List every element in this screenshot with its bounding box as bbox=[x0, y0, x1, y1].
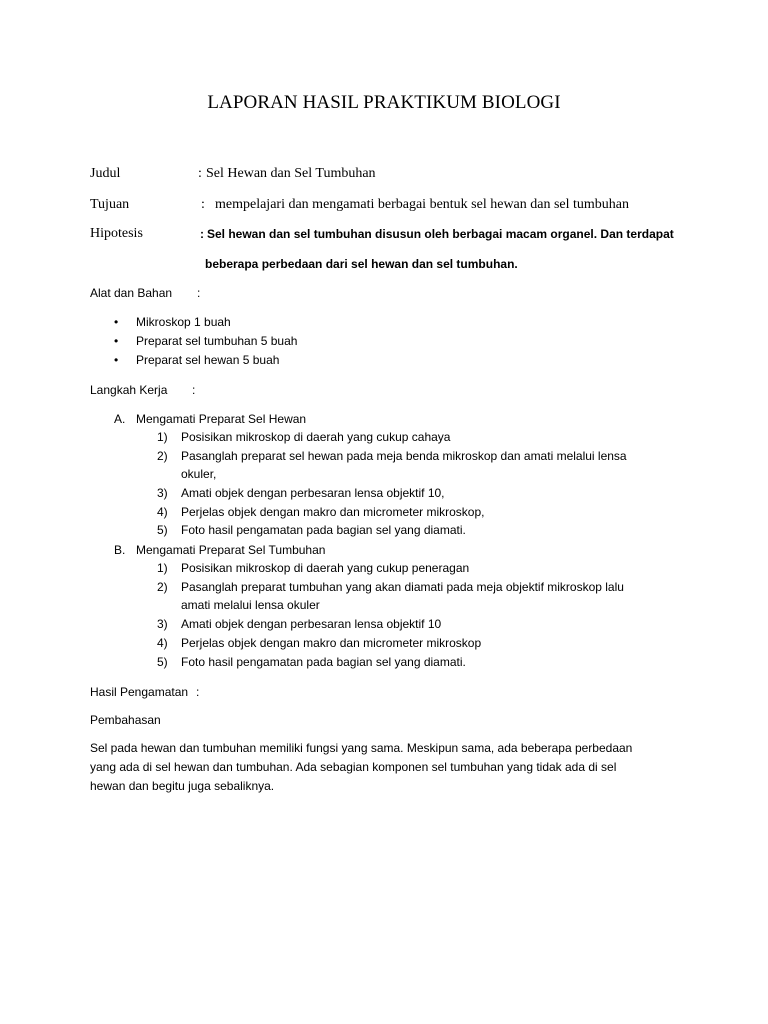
section-title: Mengamati Preparat Sel Hewan bbox=[136, 412, 307, 426]
step-text: Foto hasil pengamatan pada bagian sel yang diamati. bbox=[181, 655, 466, 669]
alat-separator: : bbox=[197, 286, 201, 300]
langkah-separator: : bbox=[192, 383, 196, 397]
list-item: Preparat sel tumbuhan 5 buah bbox=[136, 334, 298, 348]
hasil-separator: : bbox=[196, 685, 200, 699]
tujuan-value: mempelajari dan mengamati berbagai bentuk sel hewan dan sel tumbuhan bbox=[215, 197, 630, 212]
step-number: 1) bbox=[157, 561, 168, 575]
tujuan-separator: : bbox=[201, 197, 205, 212]
langkah-heading: Langkah Kerja bbox=[90, 383, 168, 397]
hasil-heading: Hasil Pengamatan bbox=[90, 685, 189, 699]
list-item: Preparat sel hewan 5 buah bbox=[136, 353, 280, 367]
step-text: Perjelas objek dengan makro dan micrometer mikroskop bbox=[181, 636, 482, 650]
bullet-icon: • bbox=[114, 315, 119, 329]
step-number: 4) bbox=[157, 636, 168, 650]
step-text: Pasanglah preparat sel hewan pada meja benda mikroskop dan amati melalui lensa bbox=[181, 449, 627, 463]
pembahasan-paragraph-line: Sel pada hewan dan tumbuhan memiliki fungsi yang sama. Meskipun sama, ada beberapa perbedaan bbox=[90, 741, 633, 755]
step-text-continued: okuler, bbox=[181, 467, 217, 481]
judul-label: Judul bbox=[90, 166, 121, 181]
hipotesis-line-2: beberapa perbedaan dari sel hewan dan sel tumbuhan. bbox=[205, 257, 518, 271]
bullet-icon: • bbox=[114, 334, 119, 348]
list-item: Mikroskop 1 buah bbox=[136, 315, 231, 329]
step-text: Amati objek dengan perbesaran lensa objektif 10, bbox=[181, 486, 445, 500]
judul-value: Sel Hewan dan Sel Tumbuhan bbox=[206, 166, 376, 181]
step-number: 4) bbox=[157, 505, 168, 519]
step-text-continued: amati melalui lensa okuler bbox=[181, 598, 320, 612]
step-text: Pasanglah preparat tumbuhan yang akan diamati pada meja objektif mikroskop lalu bbox=[181, 580, 624, 594]
bullet-icon: • bbox=[114, 353, 119, 367]
step-number: 2) bbox=[157, 449, 168, 463]
step-number: 5) bbox=[157, 655, 168, 669]
step-text: Perjelas objek dengan makro dan micrometer mikroskop, bbox=[181, 505, 485, 519]
step-number: 1) bbox=[157, 430, 168, 444]
step-number: 5) bbox=[157, 523, 168, 537]
hipotesis-label: Hipotesis bbox=[90, 226, 143, 241]
section-title: Mengamati Preparat Sel Tumbuhan bbox=[136, 543, 326, 557]
pembahasan-heading: Pembahasan bbox=[90, 713, 161, 727]
page-title: LAPORAN HASIL PRAKTIKUM BIOLOGI bbox=[207, 92, 561, 113]
judul-separator: : bbox=[198, 166, 202, 181]
tujuan-label: Tujuan bbox=[90, 197, 130, 212]
step-number: 2) bbox=[157, 580, 168, 594]
step-text: Posisikan mikroskop di daerah yang cukup peneragan bbox=[181, 561, 470, 575]
step-number: 3) bbox=[157, 486, 168, 500]
step-text: Posisikan mikroskop di daerah yang cukup cahaya bbox=[181, 430, 451, 444]
pembahasan-paragraph-line: yang ada di sel hewan dan tumbuhan. Ada sebagian komponen sel tumbuhan yang tidak ada di sel bbox=[90, 760, 617, 774]
step-text: Foto hasil pengamatan pada bagian sel yang diamati. bbox=[181, 523, 466, 537]
step-number: 3) bbox=[157, 617, 168, 631]
hipotesis-line-1: Sel hewan dan sel tumbuhan disusun oleh berbagai macam organel. Dan terdapat bbox=[207, 227, 674, 241]
pembahasan-paragraph-line: hewan dan begitu juga sebaliknya. bbox=[90, 779, 275, 793]
alat-heading: Alat dan Bahan bbox=[90, 286, 173, 300]
section-marker: B. bbox=[114, 543, 126, 557]
section-marker: A. bbox=[114, 412, 126, 426]
step-text: Amati objek dengan perbesaran lensa objektif 10 bbox=[181, 617, 442, 631]
hipotesis-separator: : bbox=[200, 227, 204, 241]
